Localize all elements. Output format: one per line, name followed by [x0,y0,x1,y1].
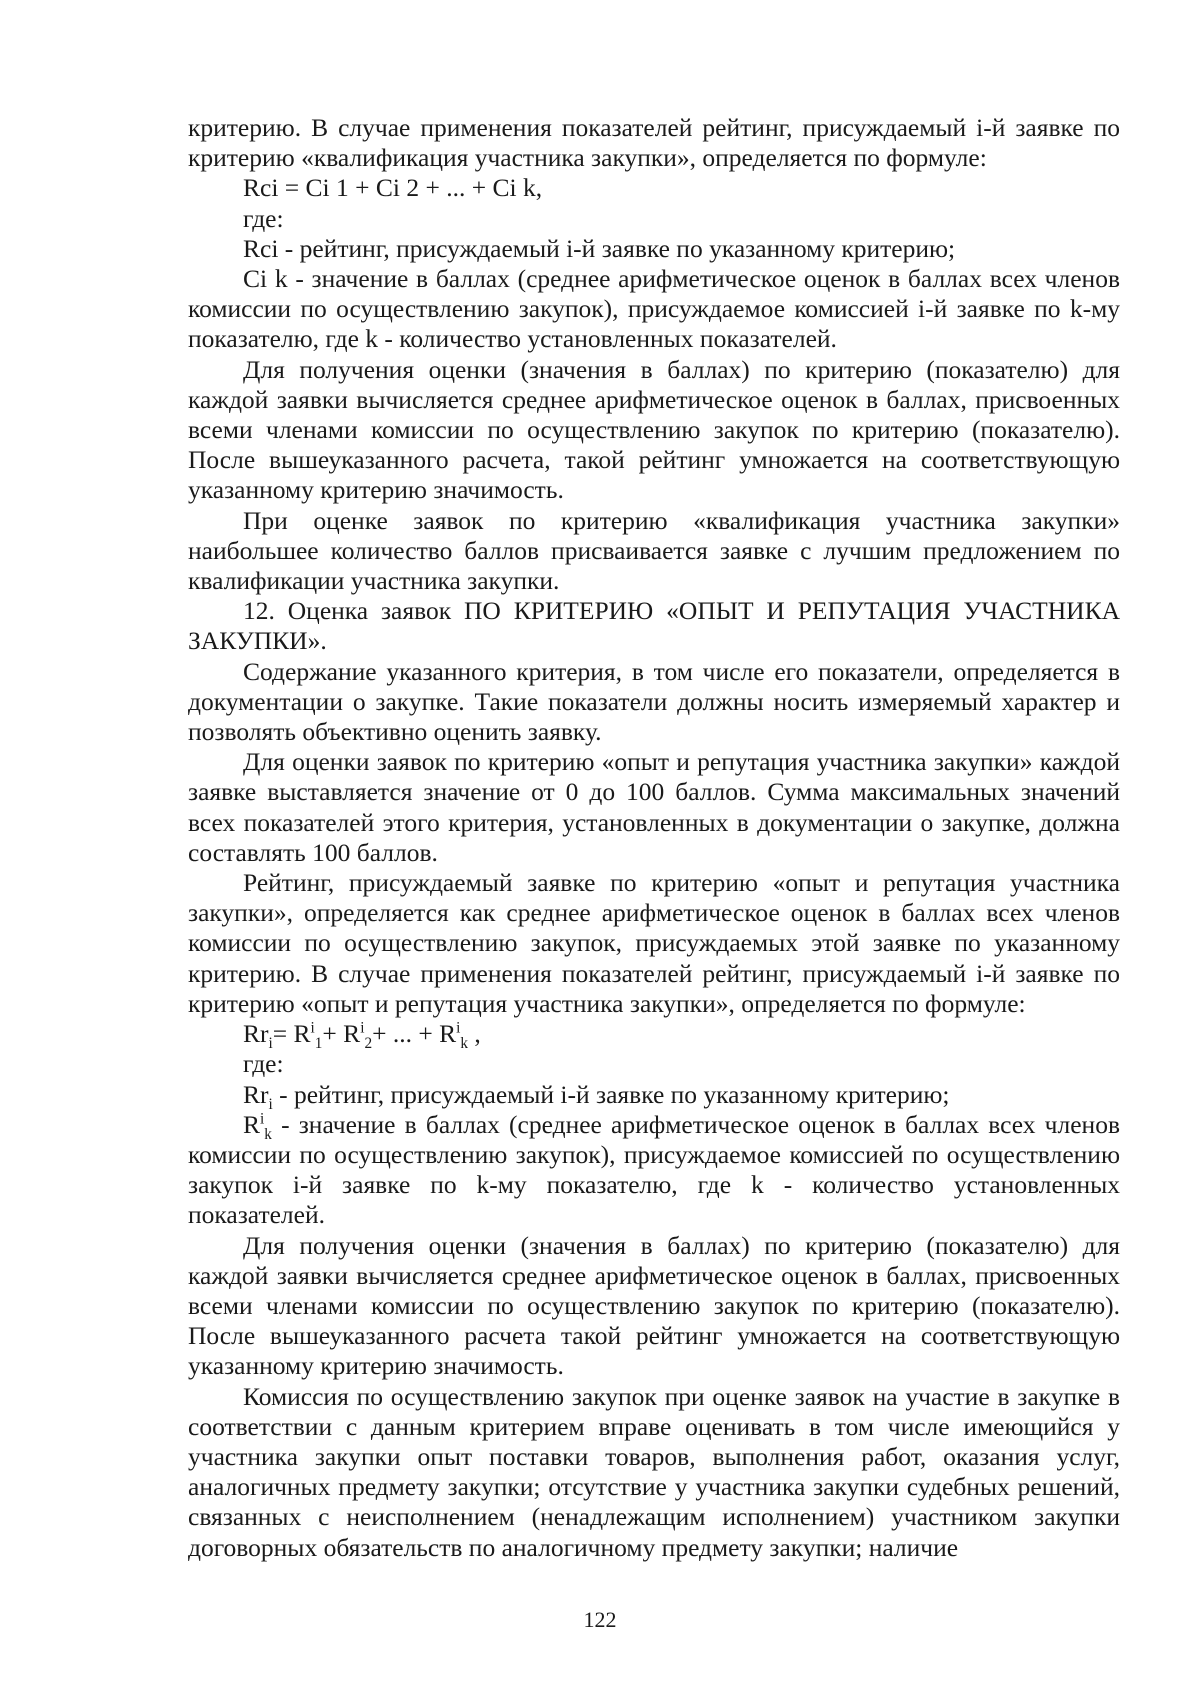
paragraph: Содержание указанного критерия, в том числе его показатели, определяется в документации о закупке. Такие показатели должны носить измеряемый характер и позволять объективно оценить заявку. [188,656,1120,747]
formula-superscript: i [310,1019,315,1037]
paragraph: Для оценки заявок по критерию «опыт и репутация участника закупки» каждой заявке выставляется значение от 0 до 100 баллов. Сумма максимальных значений всех показателей этого критерия, установленных в документации о закупке, должна составлять 100 баллов. [188,747,1120,867]
definition-superscript: i [260,1110,265,1128]
paragraph: Рейтинг, присуждаемый заявке по критерию «опыт и репутация участника закупки», определяется как среднее арифметическое оценок в баллах всех членов комиссии по осуществлению закупок, присуждаемых этой заявке по указанному критерию. В случае применения показателей рейтинг, присуждаемый i-й заявке по критерию «опыт и репутация участника закупки», определяется по формуле: [188,868,1120,1018]
formula-symbol: , [468,1019,481,1049]
formula-symbol: + R [322,1019,361,1049]
formula-superscript: i [456,1019,461,1037]
definition-text: - рейтинг, присуждаемый i-й заявке по указанному критерию; [272,1079,950,1109]
formula-symbol: + ... + R [372,1019,457,1049]
formula-subscript: 1 [314,1035,323,1053]
formula-symbol: = R [272,1019,311,1049]
definition-text: - значение в баллах (среднее арифметическое оценок в баллах всех членов комиссии по осуществлению закупок), присуждаемое комиссией по осуществлению закупок i-й заявке по k-му показателю, где k - количество установленных показателей. [188,1109,1120,1230]
formula-superscript: i [360,1019,365,1037]
definition-subscript: i [268,1095,273,1113]
section-heading: 12. Оценка заявок ПО КРИТЕРИЮ «ОПЫТ И РЕПУТАЦИЯ УЧАСТНИКА ЗАКУПКИ». [188,596,1120,656]
definition-rri [188,1079,1120,1113]
formula-subscript: k [460,1035,469,1053]
definition-symbol: R [243,1109,261,1139]
definition-rk [188,1110,1120,1231]
where-label: где: [243,1049,284,1079]
formula-subscript: i [268,1035,273,1053]
formula-rri [188,1019,1120,1053]
paragraph: Для получения оценки (значения в баллах) по критерию (показателю) для каждой заявки вычисляется среднее арифметическое оценок в баллах, присвоенных всеми членами комиссии по осуществлению закупок по критерию (показателю). После вышеуказанного расчета, такой рейтинг умножается на соответствующую указанному критерию значимость. [188,354,1120,505]
formula-symbol: Rr [243,1019,269,1049]
body-text [188,113,1120,1563]
definition-subscript: k [264,1125,272,1143]
paragraph: критерию. В случае применения показателей рейтинг, присуждаемый i-й заявке по критерию «квалификация участника закупки», определяется по формуле: [188,113,1120,173]
page-number: 122 [583,1607,617,1632]
definition-rci: Rci - рейтинг, присуждаемый i-й заявке по указанному критерию; [243,233,956,263]
formula-subscript: 2 [364,1035,373,1053]
paragraph: Комиссия по осуществлению закупок при оценке заявок на участие в закупке в соответствии с данным критерием вправе оценивать в том числе имеющийся у участника закупки опыт поставки товаров, выполнения работ, оказания услуг, аналогичных предмету закупки; отсутствие у участника закупки судебных решений, связанных с неисполнением (ненадлежащим исполнением) участником закупки договорных обязательств по аналогичному предмету закупки; наличие [188,1381,1120,1562]
definition-cik: Ci k - значение в баллах (среднее арифметическое оценок в баллах всех членов комиссии по осуществлению закупок), присуждаемое комиссией i-й заявке по k-му показателю, где k - количество установленных показателей. [188,264,1120,354]
paragraph: Для получения оценки (значения в баллах) по критерию (показателю) для каждой заявки вычисляется среднее арифметическое оценок в баллах, присвоенных всеми членами комиссии по осуществлению закупок по критерию (показателю). После вышеуказанного расчета такой рейтинг умножается на соответствующую указанному критерию значимость. [188,1230,1120,1381]
paragraph: При оценке заявок по критерию «квалификация участника закупки» наибольшее количество баллов присваивается заявке с лучшим предложением по квалификации участника закупки. [188,505,1120,596]
formula-rci: Rci = Ci 1 + Ci 2 + ... + Ci k, [243,173,543,203]
definition-symbol: Rr [243,1079,269,1109]
where-label: где: [243,203,284,233]
